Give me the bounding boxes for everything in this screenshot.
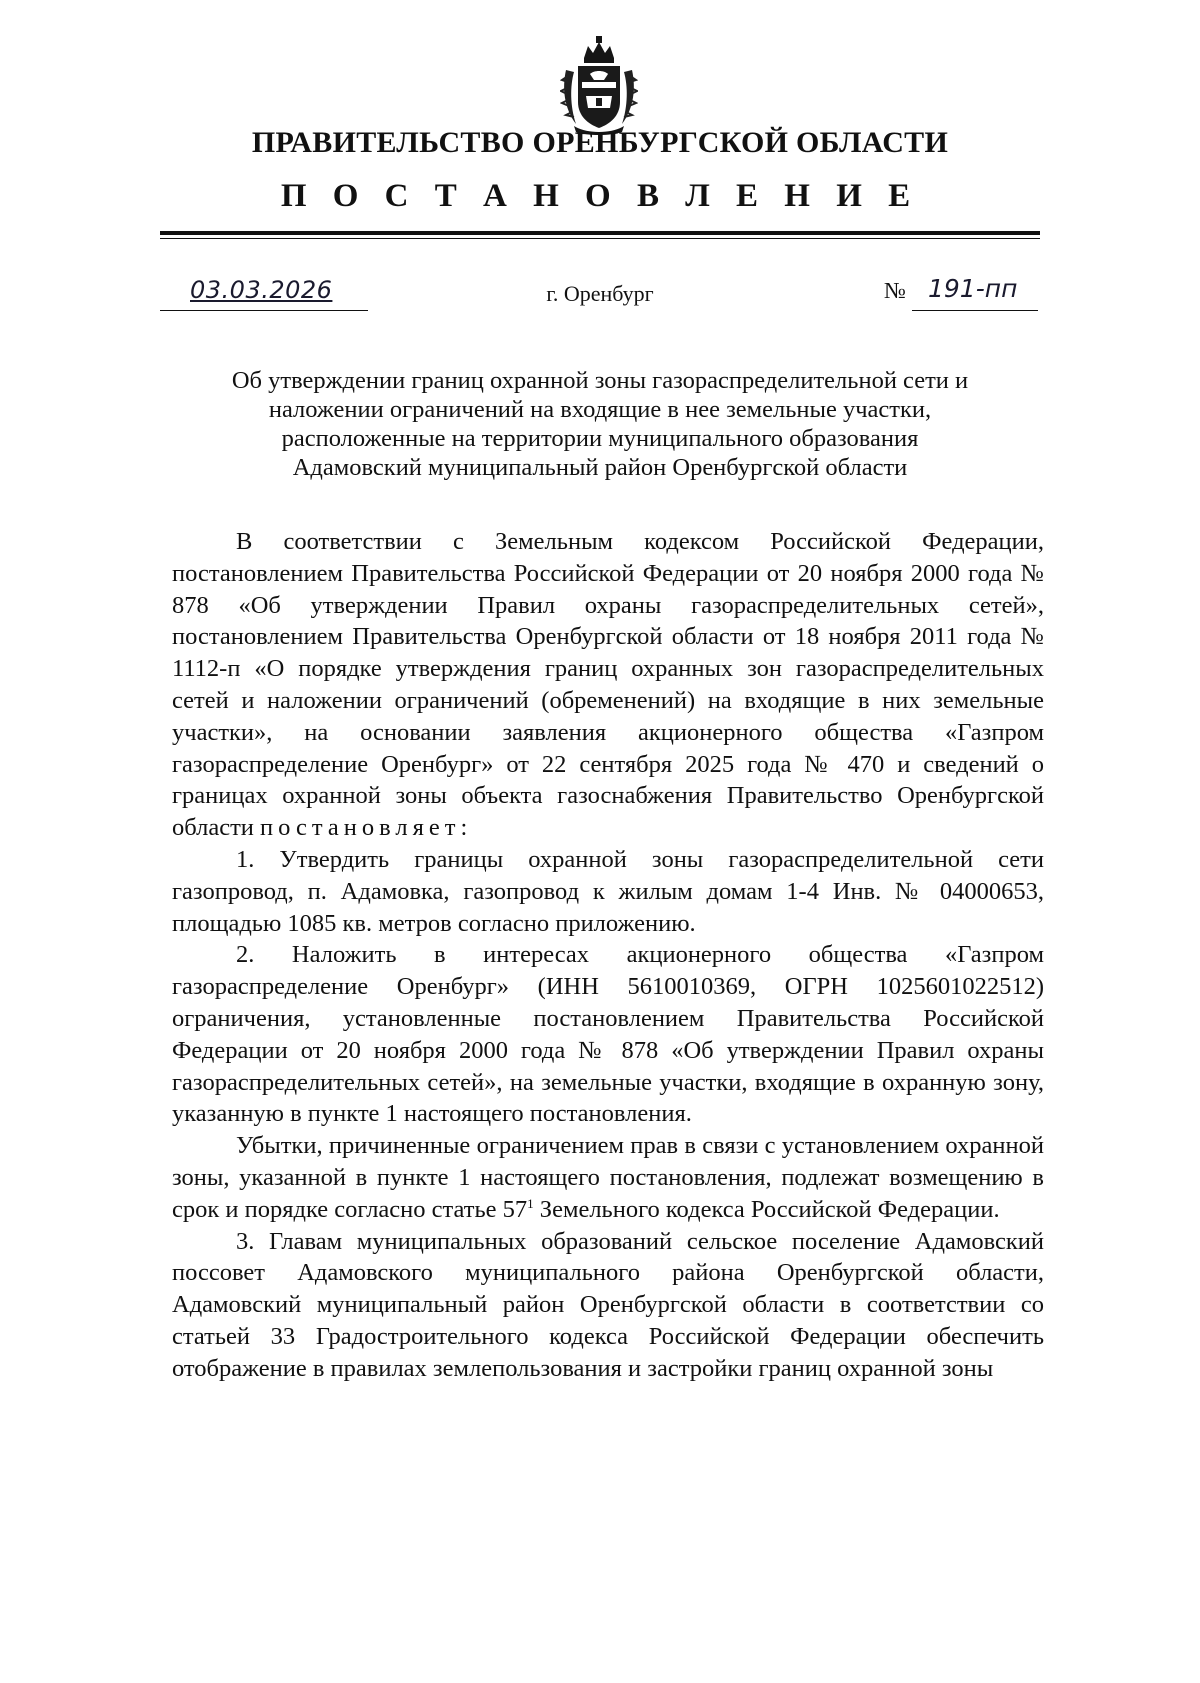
date-field <box>160 276 368 311</box>
subject-line: наложении ограничений на входящие в нее земельные участки, <box>268 396 932 423</box>
city-label: г. Оренбург <box>546 281 654 306</box>
organization-title: ПРАВИТЕЛЬСТВО ОРЕНБУРГСКОЙ ОБЛАСТИ <box>251 126 949 159</box>
handwritten-date: 03.03.2026 <box>190 276 333 304</box>
preamble-text: В соответствии с Земельным кодексом Российской Федерации, постановлением Правительства Российской Федерации от 20 ноября 2000 года № 878 «Об утверждении Правил охраны газораспределительных сетей», постановлением Правительства Оренбургской области от 18 ноября 2011 года № 1112-п «О порядке утверждения границ охранных зон газораспределительных сетей и наложении ограничений (обременений) на входящие в них земельные участки», на основании заявления акционерного общества «Газпром газораспределение Оренбург» от 22 сентября 2025 года № 470 и сведений о границах охранной зоны объекта газоснабжения Правительство Оренбургской области <box>172 528 1044 842</box>
preamble-paragraph <box>172 526 1044 844</box>
item-2-paragraph: 2. Наложить в интересах акционерного общества «Газпром газораспределение Оренбург» (ИНН 5610010369, ОГРН 1025601022512) ограничения, установленные постановлением Правительства Российской Федерации от 20 ноября 2000 года № 878 «Об утверждении Правил охраны газораспределительных сетей», на земельные участки, входящие в охранную зону, указанную в пункте 1 настоящего постановления. <box>172 941 1044 1128</box>
document-body <box>172 526 1044 1385</box>
handwritten-number: 191-пп <box>928 274 1018 303</box>
header-rule-thick <box>160 231 1040 235</box>
item-1-paragraph: 1. Утвердить границы охранной зоны газораспределительной сети газопровод, п. Адамовка, газопровод к жилым домам 1-4 Инв. № 04000653, площадью 1085 кв. метров согласно приложению. <box>172 845 1044 937</box>
subject-line: Адамовский муниципальный район Оренбургской области <box>292 454 908 481</box>
losses-paragraph <box>172 1130 1044 1225</box>
subject-line: расположенные на территории муниципального образования <box>281 425 919 452</box>
subject-line: Об утверждении границ охранной зоны газораспределительной сети и <box>231 367 969 394</box>
coat-of-arms-icon <box>560 36 638 136</box>
document-type-title: П О С Т А Н О В Л Е Н И Е <box>280 178 920 214</box>
decree-word: постановляет: <box>260 814 473 842</box>
losses-text-end: Земельного кодекса Российской Федерации. <box>533 1195 1000 1223</box>
losses-text: Убытки, причиненные ограничением прав в связи с установлением охранной зоны, указанной в пункте 1 настоящего постановления, подлежат возмещению в срок и порядке согласно статье 57 <box>172 1132 1044 1223</box>
document-subject <box>170 366 1030 482</box>
item-3-paragraph: 3. Главам муниципальных образований сельское поселение Адамовский поссовет Адамовского муниципального района Оренбургской области, Адамовский муниципальный район Оренбургской области в соответствии со статьей 33 Градостроительного кодекса Российской Федерации обеспечить отображение в правилах землепользования и застройки границ охранной зоны <box>172 1227 1044 1382</box>
header-rule-thin <box>160 238 1040 239</box>
number-field <box>912 276 1038 311</box>
number-sign: № <box>884 278 906 303</box>
article-superscript: 1 <box>527 1195 534 1211</box>
